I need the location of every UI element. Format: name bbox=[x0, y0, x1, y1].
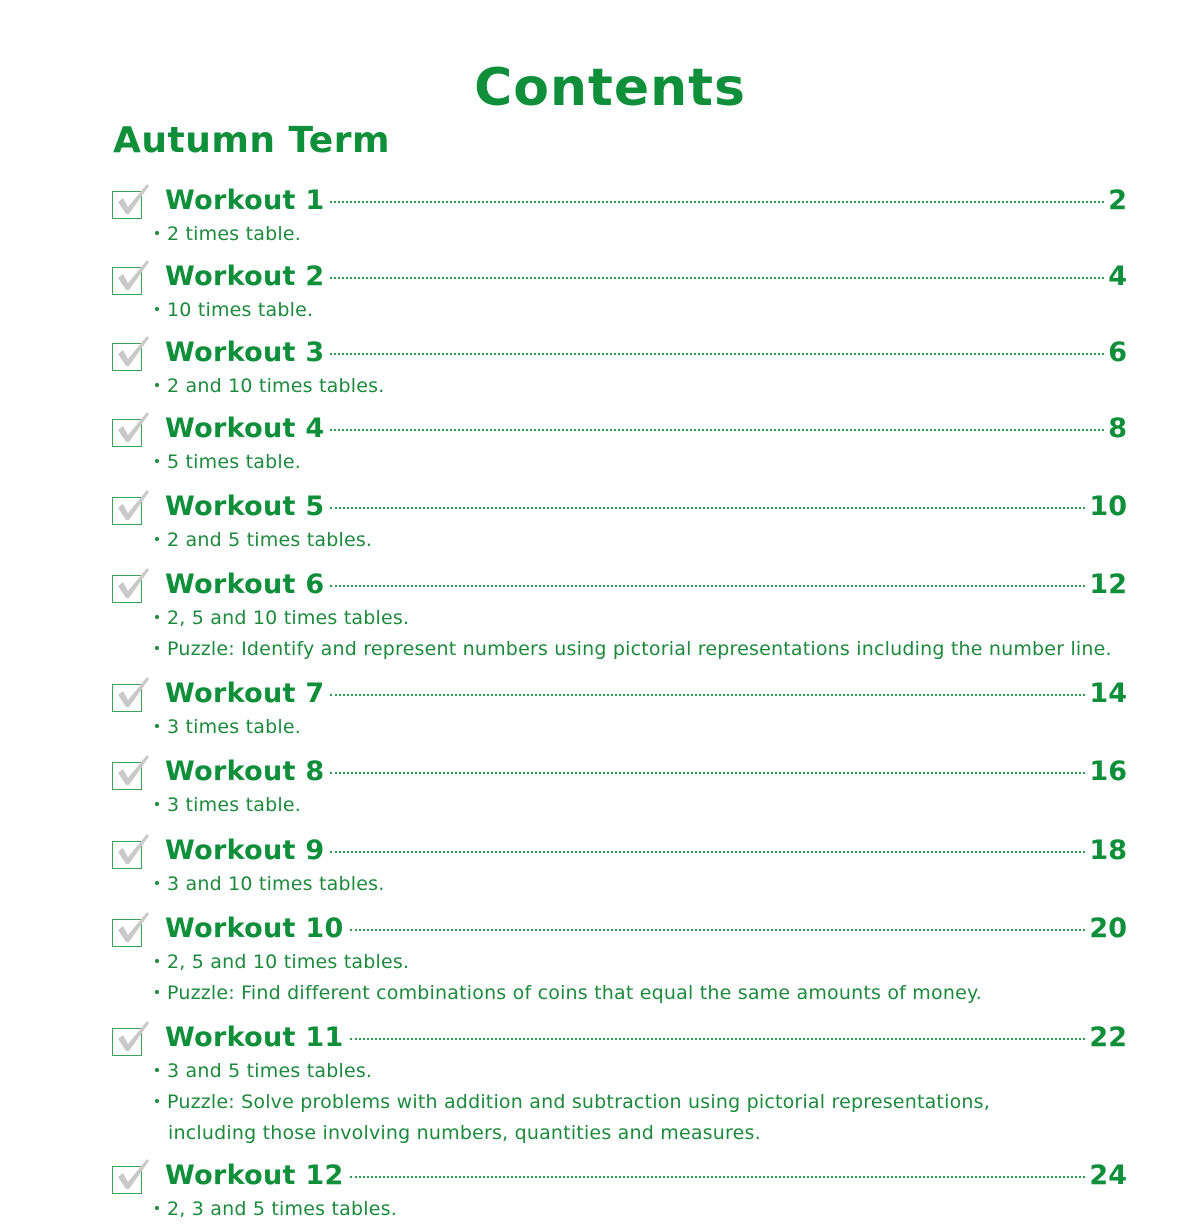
topic-list bbox=[112, 447, 1127, 478]
bullet-icon bbox=[155, 724, 159, 728]
topic-list bbox=[112, 371, 1127, 402]
toc-entry-header[interactable] bbox=[112, 337, 1127, 371]
workout-title[interactable]: Workout 6 bbox=[165, 569, 325, 600]
topic-item bbox=[155, 295, 1127, 326]
section-heading-autumn-term: Autumn Term bbox=[113, 120, 390, 161]
workout-title[interactable]: Workout 1 bbox=[165, 185, 325, 216]
workout-title[interactable]: Workout 11 bbox=[165, 1022, 344, 1053]
bullet-icon bbox=[155, 646, 159, 650]
topic-item bbox=[155, 603, 1127, 634]
topic-text: 3 and 5 times tables. bbox=[167, 1060, 373, 1082]
checkmark-icon bbox=[114, 754, 150, 788]
checkmark-icon bbox=[114, 489, 150, 523]
bullet-icon bbox=[155, 881, 159, 885]
dot-leader bbox=[350, 929, 1086, 931]
checkmark-box-icon[interactable] bbox=[112, 758, 142, 788]
workout-title[interactable]: Workout 9 bbox=[165, 835, 325, 866]
puzzle-description bbox=[155, 634, 1127, 665]
dot-leader bbox=[330, 585, 1085, 587]
toc-entry-workout-5 bbox=[112, 491, 1127, 556]
toc-entry-header[interactable] bbox=[112, 491, 1127, 525]
page-number[interactable]: 8 bbox=[1108, 413, 1127, 444]
topic-item bbox=[155, 371, 1127, 402]
topic-text: 3 times table. bbox=[167, 794, 301, 816]
dot-leader bbox=[330, 277, 1104, 279]
toc-entry-header[interactable] bbox=[112, 913, 1127, 947]
page-number[interactable]: 22 bbox=[1089, 1022, 1127, 1053]
bullet-icon bbox=[155, 959, 159, 963]
bullet-icon bbox=[155, 231, 159, 235]
topic-text: 2, 5 and 10 times tables. bbox=[167, 951, 410, 973]
topic-text: 3 times table. bbox=[167, 716, 301, 738]
bullet-icon bbox=[155, 802, 159, 806]
page-number[interactable]: 16 bbox=[1089, 756, 1127, 787]
checkmark-box-icon[interactable] bbox=[112, 415, 142, 445]
checkmark-icon bbox=[114, 567, 150, 601]
checkmark-box-icon[interactable] bbox=[112, 187, 142, 217]
toc-entry-header[interactable] bbox=[112, 185, 1127, 219]
page-number[interactable]: 18 bbox=[1089, 835, 1127, 866]
checkmark-icon bbox=[114, 911, 150, 945]
toc-entry-workout-8 bbox=[112, 756, 1127, 821]
workout-title[interactable]: Workout 3 bbox=[165, 337, 325, 368]
topic-text: 2, 5 and 10 times tables. bbox=[167, 607, 410, 629]
bullet-icon bbox=[155, 537, 159, 541]
checkmark-icon bbox=[114, 676, 150, 710]
checkmark-box-icon[interactable] bbox=[112, 1162, 142, 1192]
checkmark-icon bbox=[114, 1020, 150, 1054]
topic-text: Puzzle: Solve problems with addition and subtraction using pictorial representations, bbox=[167, 1091, 990, 1113]
dot-leader bbox=[330, 429, 1104, 431]
bullet-icon bbox=[155, 990, 159, 994]
bullet-icon bbox=[155, 459, 159, 463]
page-number[interactable]: 12 bbox=[1089, 569, 1127, 600]
topic-text: 3 and 10 times tables. bbox=[167, 873, 385, 895]
toc-entry-workout-12 bbox=[112, 1160, 1127, 1225]
topic-item bbox=[155, 947, 1127, 978]
checkmark-box-icon[interactable] bbox=[112, 915, 142, 945]
checkmark-box-icon[interactable] bbox=[112, 680, 142, 710]
toc-entry-workout-1 bbox=[112, 185, 1127, 250]
topic-text: 2 and 5 times tables. bbox=[167, 529, 373, 551]
bullet-icon bbox=[155, 1099, 159, 1103]
toc-entry-header[interactable] bbox=[112, 1160, 1127, 1194]
workout-title[interactable]: Workout 7 bbox=[165, 678, 325, 709]
topic-item bbox=[155, 869, 1127, 900]
toc-entry-header[interactable] bbox=[112, 835, 1127, 869]
topic-text: 10 times table. bbox=[167, 299, 314, 321]
topic-list bbox=[112, 603, 1127, 665]
workout-title[interactable]: Workout 4 bbox=[165, 413, 325, 444]
topic-item bbox=[155, 1056, 1127, 1087]
toc-entry-header[interactable] bbox=[112, 756, 1127, 790]
dot-leader bbox=[350, 1176, 1086, 1178]
topic-list bbox=[112, 869, 1127, 900]
page-number[interactable]: 4 bbox=[1108, 261, 1127, 292]
topic-text: 2 times table. bbox=[167, 223, 301, 245]
workout-title[interactable]: Workout 2 bbox=[165, 261, 325, 292]
topic-list bbox=[112, 219, 1127, 250]
topic-text: Puzzle: Identify and represent numbers using pictorial representations including the number line. bbox=[167, 638, 1112, 660]
checkmark-box-icon[interactable] bbox=[112, 263, 142, 293]
page-number[interactable]: 2 bbox=[1108, 185, 1127, 216]
page-title: Contents bbox=[474, 58, 746, 118]
puzzle-description bbox=[155, 1087, 1127, 1118]
toc-entry-workout-3 bbox=[112, 337, 1127, 402]
topic-item bbox=[155, 790, 1127, 821]
bullet-icon bbox=[155, 1068, 159, 1072]
topic-text: 2 and 10 times tables. bbox=[167, 375, 385, 397]
toc-entry-workout-11 bbox=[112, 1022, 1127, 1149]
workout-title[interactable]: Workout 12 bbox=[165, 1160, 344, 1191]
topic-item bbox=[155, 219, 1127, 250]
toc-entry-header[interactable] bbox=[112, 261, 1127, 295]
topic-item bbox=[155, 712, 1127, 743]
checkmark-icon bbox=[114, 259, 150, 293]
checkmark-box-icon[interactable] bbox=[112, 339, 142, 369]
checkmark-icon bbox=[114, 335, 150, 369]
topic-item bbox=[155, 1194, 1127, 1225]
topic-list bbox=[112, 525, 1127, 556]
puzzle-description bbox=[155, 978, 1127, 1009]
topic-item bbox=[155, 447, 1127, 478]
dot-leader bbox=[330, 353, 1104, 355]
bullet-icon bbox=[155, 307, 159, 311]
page-number[interactable]: 20 bbox=[1089, 913, 1127, 944]
dot-leader bbox=[330, 694, 1085, 696]
topic-list bbox=[112, 1194, 1127, 1225]
page-number[interactable]: 14 bbox=[1089, 678, 1127, 709]
puzzle-description-continued: including those involving numbers, quantities and measures. bbox=[168, 1122, 761, 1144]
topic-list bbox=[112, 947, 1127, 1009]
dot-leader bbox=[350, 1038, 1086, 1040]
topic-list bbox=[112, 295, 1127, 326]
dot-leader bbox=[330, 772, 1085, 774]
checkmark-icon bbox=[114, 411, 150, 445]
topic-item bbox=[155, 525, 1127, 556]
dot-leader bbox=[330, 507, 1085, 509]
workout-title[interactable]: Workout 10 bbox=[165, 913, 344, 944]
workout-title[interactable]: Workout 8 bbox=[165, 756, 325, 787]
topic-text: Puzzle: Find different combinations of coins that equal the same amounts of money. bbox=[167, 982, 982, 1004]
toc-entry-workout-10 bbox=[112, 913, 1127, 1009]
checkmark-icon bbox=[114, 1158, 150, 1192]
bullet-icon bbox=[155, 1206, 159, 1210]
topic-list bbox=[112, 790, 1127, 821]
checkmark-box-icon[interactable] bbox=[112, 837, 142, 867]
checkmark-box-icon[interactable] bbox=[112, 1024, 142, 1054]
workout-title[interactable]: Workout 5 bbox=[165, 491, 325, 522]
bullet-icon bbox=[155, 383, 159, 387]
checkmark-icon bbox=[114, 833, 150, 867]
toc-entry-workout-6 bbox=[112, 569, 1127, 665]
dot-leader bbox=[330, 201, 1104, 203]
page-number[interactable]: 24 bbox=[1089, 1160, 1127, 1191]
toc-entry-header[interactable] bbox=[112, 413, 1127, 447]
checkmark-box-icon[interactable] bbox=[112, 571, 142, 601]
topic-list bbox=[112, 712, 1127, 743]
bullet-icon bbox=[155, 615, 159, 619]
toc-entry-header[interactable] bbox=[112, 1022, 1127, 1056]
page-number[interactable]: 6 bbox=[1108, 337, 1127, 368]
toc-entry-header[interactable] bbox=[112, 678, 1127, 712]
checkmark-icon bbox=[114, 183, 150, 217]
toc-entry-workout-9 bbox=[112, 835, 1127, 900]
toc-entry-workout-7 bbox=[112, 678, 1127, 743]
toc-entry-workout-2 bbox=[112, 261, 1127, 326]
page-number[interactable]: 10 bbox=[1089, 491, 1127, 522]
checkmark-box-icon[interactable] bbox=[112, 493, 142, 523]
topic-text: 2, 3 and 5 times tables. bbox=[167, 1198, 397, 1220]
topic-text: 5 times table. bbox=[167, 451, 301, 473]
toc-entry-workout-4 bbox=[112, 413, 1127, 478]
toc-entry-header[interactable] bbox=[112, 569, 1127, 603]
topic-list bbox=[112, 1056, 1127, 1149]
dot-leader bbox=[330, 851, 1085, 853]
